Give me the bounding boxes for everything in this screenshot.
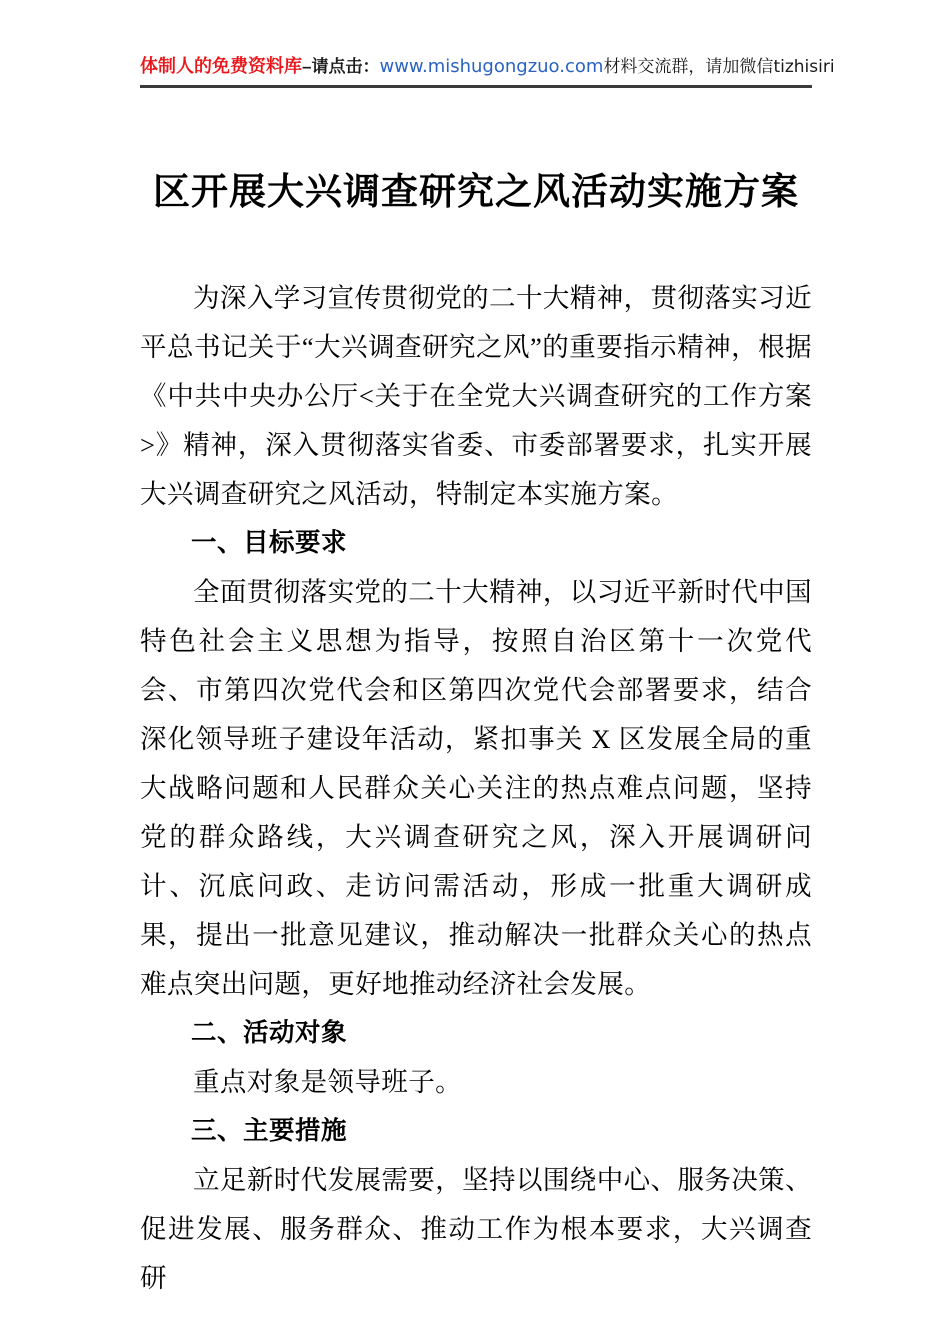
section-3-paragraph: 立足新时代发展需要，坚持以围绕中心、服务决策、促进发展、服务群众、推动工作为根本要求，大兴调查研	[140, 1164, 812, 1293]
section-heading-2: 二、活动对象	[191, 1018, 348, 1047]
intro-paragraph: 为深入学习宣传贯彻党的二十大精神，贯彻落实习近平总书记关于“大兴调查研究之风”的重要指示精神，根据《中共中央办公厅<关于在全党大兴调查研究的工作方案>》精神，深入贯彻落实省委、市委部署要求，扎实开展大兴调查研究之风活动，特制定本实施方案。	[140, 282, 812, 509]
document-title: 区开展大兴调查研究之风活动实施方案	[153, 172, 799, 213]
document-body	[140, 152, 812, 1303]
promo-wechat-id: tizhisiri	[773, 57, 835, 77]
promo-group-text: 材料交流群，请加微信	[603, 57, 774, 76]
promo-click-prompt: –请点击：	[302, 57, 380, 76]
section-heading-1: 一、目标要求	[191, 528, 348, 557]
section-1-paragraph: 全面贯彻落实党的二十大精神，以习近平新时代中国特色社会主义思想为指导，按照自治区第十一次党代会、市第四次党代会和区第四次党代会部署要求，结合深化领导班子建设年活动，紧扣事关 X 区发展全局的重大战略问题和人民群众关心关注的热点难点问题，坚持党的群众路线，大兴调查研究之风，深入开展调研问计、沉底问政、走访问需活动，形成一批重大调研成果，提出一批意见建议，推动解决一批群众关心的热点难点突出问题，更好地推动经济社会发展。	[140, 576, 812, 999]
promo-brand-label: 体制人的免费资料库	[140, 56, 302, 76]
title-spacer	[140, 222, 812, 274]
section-2-paragraph: 重点对象是领导班子。	[193, 1066, 462, 1097]
promo-website-link[interactable]: www.mishugongzuo.com	[379, 56, 604, 77]
document-blocks	[140, 274, 812, 1303]
section-heading-3: 三、主要措施	[191, 1116, 348, 1145]
promo-header-banner	[140, 55, 835, 88]
promo-header-line	[140, 55, 835, 79]
